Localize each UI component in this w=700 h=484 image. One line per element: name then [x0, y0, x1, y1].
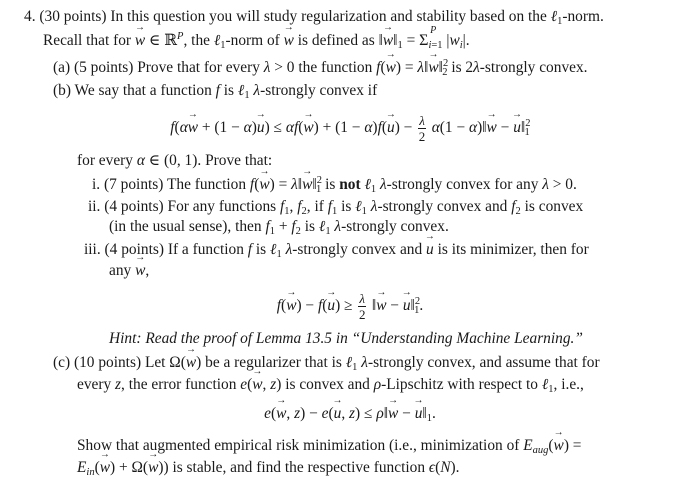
part-c-show-cont: $E_{in}(\to w) + \Omega(\to w)$) is stable, and find the respective function ϵ(N). [77, 460, 459, 479]
item-ii-label: ii. [88, 198, 101, 215]
strong-convexity-equation: f(α→ w + (1 − α)→ u) ≤ αf(→ w) + (1 − α)f(→ u) − $\frac{\lambda}{2}$ α(1 − α)‖→ w − → u‖$^2_1$ [0, 114, 700, 143]
hint-text: Hint: Read the proof of Lemma 13.5 in “Understanding Machine Learning.” [109, 330, 583, 347]
problem-number: 4. [24, 8, 36, 25]
part-b-label: (b) [53, 82, 71, 99]
problem-points: (30 points) [39, 8, 107, 25]
item-iii-label: iii. [84, 241, 101, 258]
part-b-item-ii-cont: (in the usual sense), then $f_1 + f_2$ is ℓ$_1$ λ-strongly convex. [109, 218, 449, 237]
part-a-label: (a) [53, 59, 71, 76]
minimizer-equation: f(→ w) − f(→ u) ≥ $\frac{\lambda}{2}$ ‖→ w − → u‖$^2_1$. [0, 292, 700, 321]
part-c-label: (c) [53, 354, 71, 371]
part-b: (b) We say that a function f is ℓ$_1$ λ-strongly convex if [53, 82, 378, 101]
part-c-cont: every z, the error function e(→ w, z) is convex and ρ-Lipschitz with respect to ℓ$_1$, i.e., [77, 377, 584, 396]
item-i-label: i. [92, 176, 101, 193]
problem-header-line: 4. (30 points) In this question you will study regularization and stability based on the ℓ$_1$-norm. [24, 8, 604, 27]
part-a: (a) (5 points) Prove that for every λ > 0 the function f(→ w) = λ‖→ w‖$^2_2$ is 2λ-strongly convex. [53, 59, 588, 79]
part-b-item-iii-cont: any → w, [109, 263, 149, 278]
problem-recall-line: Recall that for → w ∈ ℝ$^P$, the ℓ$_1$-norm of → w is defined as ‖→ $w‖_1 = \Sigma$ P $_{i=1}$ $|w_i|$. [43, 32, 470, 52]
part-b-item-iii: iii. (4 points) If a function f is ℓ$_1$ λ-strongly convex and → u is its minimizer, then for [84, 242, 589, 261]
not-emphasis: not [339, 176, 361, 193]
part-c: (c) (10 points) Let Ω(→ w) be a regularizer that is ℓ$_1$ λ-strongly convex, and assume that for [53, 355, 600, 374]
lipschitz-equation: e(→ w, z) − e(→ u, z) ≤ ρ‖→ w − → $u‖_1$. [0, 406, 700, 425]
part-b-item-i: i. (7 points) The function f(→ w) = λ‖→ w‖$^2_1$ is not ℓ$_1$ λ-strongly convex for any λ > 0. [92, 176, 577, 196]
for-every-alpha: for every α ∈ (0, 1). Prove that: [77, 152, 273, 169]
part-c-show: Show that augmented empirical risk minimization (i.e., minimization of $E_{aug}(\to w)$ = [77, 438, 581, 457]
part-b-item-ii: ii. (4 points) For any functions $f_1$, $f_2$, if $f_1$ is ℓ$_1$ λ-strongly convex and $f_2$ is convex [88, 198, 584, 217]
